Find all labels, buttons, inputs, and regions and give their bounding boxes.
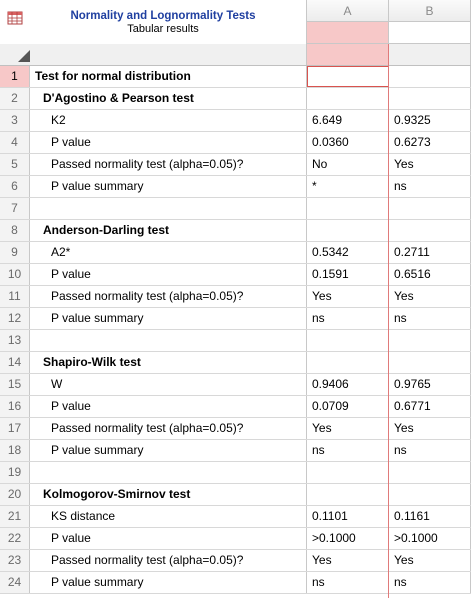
row-number[interactable]: 19: [0, 462, 30, 483]
cell-a[interactable]: Yes: [307, 286, 389, 307]
cell-a[interactable]: Yes: [307, 550, 389, 571]
subcolumn-header-b[interactable]: [389, 44, 471, 65]
table-row: [0, 132, 471, 154]
row-number[interactable]: 15: [0, 374, 30, 395]
cell-a[interactable]: [307, 330, 389, 351]
cell-b[interactable]: 0.2711: [389, 242, 471, 263]
table-row: [0, 506, 471, 528]
cell-a[interactable]: ns: [307, 308, 389, 329]
table-row: [0, 528, 471, 550]
row-label[interactable]: Test for normal distribution: [30, 66, 307, 87]
cell-a[interactable]: >0.1000: [307, 528, 389, 549]
cell-b[interactable]: ns: [389, 440, 471, 461]
cell-a[interactable]: [307, 484, 389, 505]
cell-b[interactable]: 0.9325: [389, 110, 471, 131]
cell-a[interactable]: 0.5342: [307, 242, 389, 263]
row-number[interactable]: 12: [0, 308, 30, 329]
row-label[interactable]: P value: [30, 528, 307, 549]
table-row: [0, 396, 471, 418]
table-row: [0, 220, 471, 242]
cell-a[interactable]: [307, 220, 389, 241]
row-label[interactable]: P value: [30, 264, 307, 285]
row-title-header: [0, 44, 471, 66]
row-label[interactable]: W: [30, 374, 307, 395]
row-number[interactable]: 8: [0, 220, 30, 241]
cell-b[interactable]: [389, 484, 471, 505]
row-number[interactable]: 18: [0, 440, 30, 461]
cell-b[interactable]: 0.1161: [389, 506, 471, 527]
table-row: [0, 572, 471, 594]
row-label[interactable]: Passed normality test (alpha=0.05)?: [30, 550, 307, 571]
cell-b[interactable]: ns: [389, 176, 471, 197]
table-row: [0, 484, 471, 506]
table-row: [0, 330, 471, 352]
cell-a[interactable]: 0.1591: [307, 264, 389, 285]
row-label[interactable]: P value summary: [30, 176, 307, 197]
row-number[interactable]: 22: [0, 528, 30, 549]
table-row: [0, 242, 471, 264]
row-label[interactable]: P value: [30, 132, 307, 153]
cell-a[interactable]: ns: [307, 440, 389, 461]
column-title-b[interactable]: [389, 22, 471, 44]
row-label[interactable]: Passed normality test (alpha=0.05)?: [30, 286, 307, 307]
cell-b[interactable]: [389, 220, 471, 241]
row-number[interactable]: 13: [0, 330, 30, 351]
column-header-b[interactable]: B: [389, 0, 471, 22]
cell-b[interactable]: >0.1000: [389, 528, 471, 549]
sheet-title: Normality and Lognormality Tests: [70, 10, 256, 22]
cell-b[interactable]: [389, 198, 471, 219]
row-number[interactable]: 24: [0, 572, 30, 593]
table-row: [0, 352, 471, 374]
cell-b[interactable]: [389, 462, 471, 483]
cell-b[interactable]: [389, 330, 471, 351]
row-number[interactable]: 11: [0, 286, 30, 307]
row-label[interactable]: D'Agostino & Pearson test: [30, 88, 307, 109]
cell-b[interactable]: 0.6771: [389, 396, 471, 417]
table-row: [0, 286, 471, 308]
cell-b[interactable]: [389, 66, 471, 87]
table-row: [0, 550, 471, 572]
row-number[interactable]: 17: [0, 418, 30, 439]
row-label[interactable]: P value summary: [30, 440, 307, 461]
row-number[interactable]: 3: [0, 110, 30, 131]
cell-a[interactable]: ns: [307, 572, 389, 593]
row-number[interactable]: 20: [0, 484, 30, 505]
row-number[interactable]: 14: [0, 352, 30, 373]
cell-a[interactable]: No: [307, 154, 389, 175]
table-row: [0, 176, 471, 198]
row-label[interactable]: P value summary: [30, 572, 307, 593]
row-number[interactable]: 4: [0, 132, 30, 153]
cell-b[interactable]: ns: [389, 308, 471, 329]
cell-b[interactable]: 0.6273: [389, 132, 471, 153]
table-row: [0, 308, 471, 330]
cell-b[interactable]: 0.9765: [389, 374, 471, 395]
table-row: [0, 66, 471, 88]
row-number[interactable]: 10: [0, 264, 30, 285]
row-title-header-cell: [0, 44, 307, 65]
selected-column-border: [388, 44, 389, 598]
row-label[interactable]: P value summary: [30, 308, 307, 329]
cell-b[interactable]: [389, 88, 471, 109]
cell-b[interactable]: Yes: [389, 154, 471, 175]
row-number[interactable]: 23: [0, 550, 30, 571]
row-label[interactable]: Shapiro-Wilk test: [30, 352, 307, 373]
row-number[interactable]: 1: [0, 66, 30, 87]
table-row: [0, 462, 471, 484]
row-label[interactable]: Anderson-Darling test: [30, 220, 307, 241]
cell-a[interactable]: Yes: [307, 418, 389, 439]
table-row: [0, 198, 471, 220]
cell-a[interactable]: 0.0709: [307, 396, 389, 417]
row-label[interactable]: Passed normality test (alpha=0.05)?: [30, 418, 307, 439]
row-label[interactable]: KS distance: [30, 506, 307, 527]
row-label[interactable]: K2: [30, 110, 307, 131]
table-grid-icon: [7, 10, 23, 26]
cell-b[interactable]: Yes: [389, 286, 471, 307]
row-number[interactable]: 9: [0, 242, 30, 263]
table-row: [0, 110, 471, 132]
sheet-subtitle: Tabular results: [127, 23, 199, 35]
row-label[interactable]: [30, 330, 307, 351]
cell-b[interactable]: [389, 352, 471, 373]
cell-b[interactable]: 0.6516: [389, 264, 471, 285]
table-row: [0, 88, 471, 110]
row-number[interactable]: 6: [0, 176, 30, 197]
table-row: [0, 418, 471, 440]
cell-a[interactable]: [307, 88, 389, 109]
table-row: [0, 374, 471, 396]
row-number[interactable]: 2: [0, 88, 30, 109]
row-label[interactable]: [30, 198, 307, 219]
table-row: [0, 154, 471, 176]
table-row: [0, 440, 471, 462]
cell-a[interactable]: *: [307, 176, 389, 197]
row-label[interactable]: P value: [30, 396, 307, 417]
cell-a[interactable]: [307, 352, 389, 373]
row-number[interactable]: 16: [0, 396, 30, 417]
subcolumn-header-a[interactable]: [307, 44, 389, 65]
sheet-title-cell: [0, 0, 307, 44]
cell-a[interactable]: [307, 198, 389, 219]
cell-b[interactable]: Yes: [389, 418, 471, 439]
cell-b[interactable]: Yes: [389, 550, 471, 571]
row-number[interactable]: 5: [0, 154, 30, 175]
cell-a[interactable]: 0.9406: [307, 374, 389, 395]
table-row: [0, 264, 471, 286]
cell-a[interactable]: 0.1101: [307, 506, 389, 527]
row-label[interactable]: Passed normality test (alpha=0.05)?: [30, 154, 307, 175]
cell-a[interactable]: 6.649: [307, 110, 389, 131]
row-label[interactable]: Kolmogorov-Smirnov test: [30, 484, 307, 505]
cell-b[interactable]: ns: [389, 572, 471, 593]
row-number[interactable]: 7: [0, 198, 30, 219]
row-label[interactable]: [30, 462, 307, 483]
cell-a[interactable]: [307, 66, 389, 87]
cell-a[interactable]: [307, 462, 389, 483]
column-title-a[interactable]: [307, 22, 389, 44]
column-header-a[interactable]: A: [307, 0, 389, 22]
row-label[interactable]: A2*: [30, 242, 307, 263]
cell-a[interactable]: 0.0360: [307, 132, 389, 153]
row-number[interactable]: 21: [0, 506, 30, 527]
